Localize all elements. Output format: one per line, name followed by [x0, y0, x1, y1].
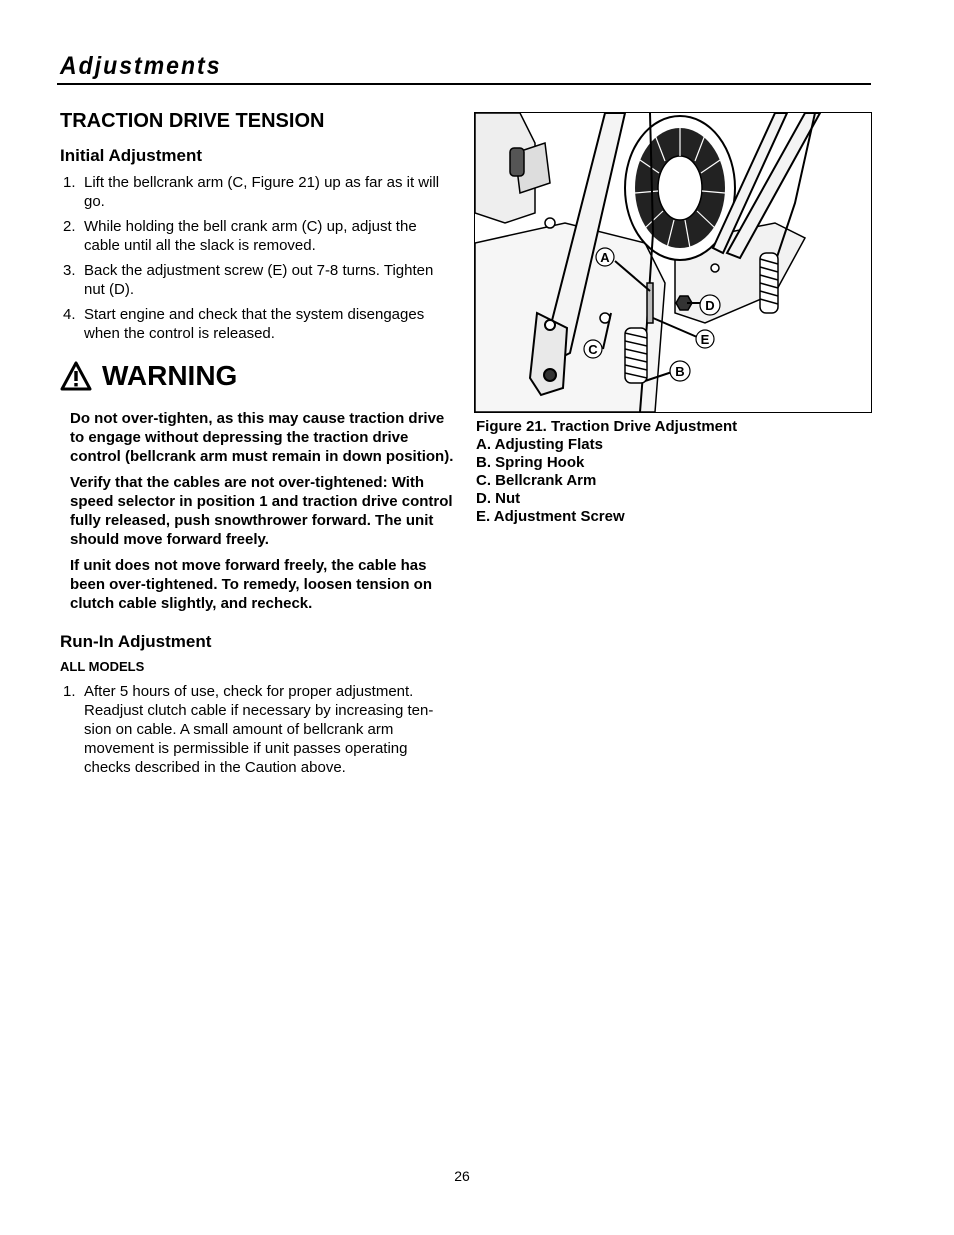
warning-triangle-icon [60, 361, 92, 391]
list-item [60, 173, 455, 211]
list-item [60, 217, 455, 255]
legend-item-c: C. Bellcrank Arm [476, 472, 597, 489]
callout-b: B [675, 364, 685, 379]
run-in-heading: Run-In Adjustment [60, 632, 212, 651]
warning-label: WARNING [102, 360, 238, 391]
step-text: Start engine and check that the system disengages when the control is released. [84, 306, 425, 342]
warning-body [60, 409, 455, 613]
figure-21-illustration [474, 112, 872, 413]
initial-steps-list [60, 173, 455, 343]
callout-e: E [700, 332, 710, 347]
figure-caption [476, 418, 876, 526]
warning-header [60, 355, 455, 397]
traction-drive-drawing [475, 113, 871, 412]
initial-adjustment-heading: Initial Adjustment [60, 146, 202, 165]
legend-item-d: D. Nut [476, 490, 521, 507]
warning-paragraph: Do not over-tighten, as this may cause traction drive to engage without depressing the traction drive control (bellcrank arm must remain in down position). [70, 410, 454, 465]
step-text: Lift the bellcrank arm (C, Figure 21) up as far as it will go. [84, 174, 440, 210]
step-number: 3. [63, 262, 76, 279]
step-text: While holding the bell crank arm (C) up, adjust the cable until all the slack is removed. [84, 218, 417, 254]
run-in-section [60, 631, 455, 777]
callout-a: A [600, 250, 610, 265]
callout-d: D [705, 298, 715, 313]
page-title: Adjustments [60, 52, 222, 80]
step-text: After 5 hours of use, check for proper adjustment. Readjust clutch cable if necessary by increasing ten-sion on cable. A small amount of bellcrank arm movement is permissible if unit passes operating checks described in the Caution above. [84, 683, 434, 776]
caption-title: Figure 21. Traction Drive Adjustment [476, 418, 738, 435]
step-number: 2. [63, 218, 76, 235]
run-in-steps-list [60, 682, 455, 777]
list-item [60, 305, 455, 343]
step-number: 1. [63, 683, 76, 700]
step-number: 4. [63, 306, 76, 323]
legend-item-e: E. Adjustment Screw [476, 508, 625, 525]
step-number: 1. [63, 174, 76, 191]
step-text: Back the adjustment screw (E) out 7-8 turns. Tighten nut (D). [84, 262, 434, 298]
warning-paragraph: Verify that the cables are not over-tightened: With speed selector in position 1 and traction drive control fully released, push snowthrower forward. The unit should move forward freely. [70, 474, 453, 548]
section-heading: TRACTION DRIVE TENSION [60, 110, 325, 132]
page-number: 26 [454, 1168, 470, 1184]
list-item [60, 682, 455, 777]
list-item [60, 261, 455, 299]
warning-paragraph: If unit does not move forward freely, the cable has been over-tightened. To remedy, loosen tension on clutch cable slightly, and recheck. [70, 557, 432, 612]
legend-item-b: B. Spring Hook [476, 454, 585, 471]
legend-item-a: A. Adjusting Flats [476, 436, 603, 453]
models-label: ALL MODELS [60, 659, 145, 674]
callout-c: C [588, 342, 598, 357]
title-rule [57, 83, 871, 85]
left-column [60, 108, 455, 783]
